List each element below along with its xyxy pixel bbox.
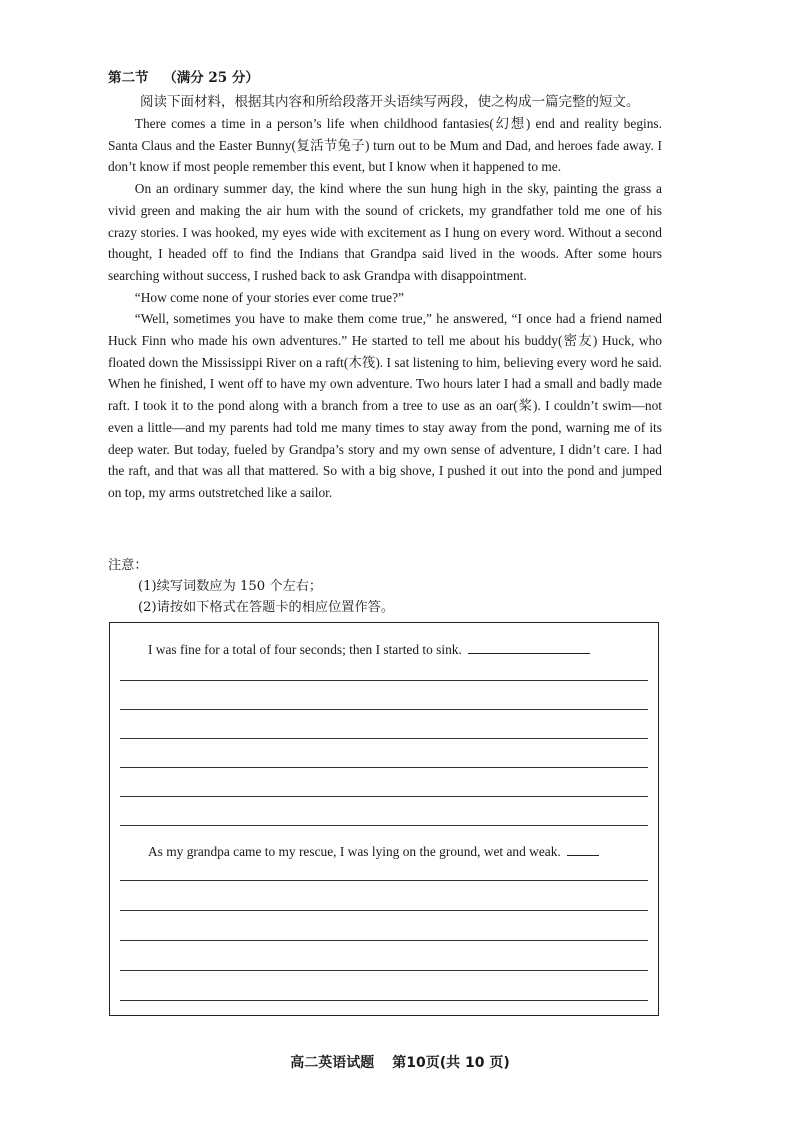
notes-label: 注意： bbox=[108, 558, 148, 573]
passage-paragraph: There comes a time in a person’s life when childhood fantasies(幻想) end and reality begins. Santa Claus and the Easter Bunny(复活节兔子) turn out to be Mum and Dad, and heroes fade away. I don’t know if most people remember this event, but I know when it happened to me. bbox=[108, 116, 662, 175]
prompt-second-paragraph bbox=[148, 841, 599, 860]
section-score: （满分 25 分） bbox=[163, 70, 259, 86]
writing-line[interactable] bbox=[120, 709, 648, 710]
writing-line[interactable] bbox=[120, 970, 648, 971]
prompt-text: As my grandpa came to my rescue, I was lying on the ground, wet and weak. bbox=[148, 844, 561, 859]
prompt-first-paragraph bbox=[148, 639, 590, 658]
footer-subject: 高二英语试题 bbox=[290, 1055, 375, 1071]
writing-line[interactable] bbox=[120, 796, 648, 797]
note-item: (2)请按如下格式在答题卡的相应位置作答。 bbox=[138, 600, 395, 615]
writing-line[interactable] bbox=[120, 1000, 648, 1001]
writing-line[interactable] bbox=[120, 940, 648, 941]
prompt-text: I was fine for a total of four seconds; then I started to sink. bbox=[148, 642, 462, 657]
reading-passage bbox=[108, 113, 662, 504]
section-title: 第二节 bbox=[108, 70, 149, 86]
writing-line[interactable] bbox=[120, 738, 648, 739]
writing-blank[interactable] bbox=[468, 639, 590, 654]
passage-paragraph: “How come none of your stories ever come true?” bbox=[134, 289, 404, 305]
writing-line[interactable] bbox=[120, 767, 648, 768]
page-footer bbox=[0, 1052, 800, 1072]
footer-page-number: 第10页(共 10 页) bbox=[392, 1055, 510, 1071]
passage-paragraph: “Well, sometimes you have to make them come true,” he answered, “I once had a friend named Huck Finn who made his own adventures.” He started to tell me about his buddy(密友) Huck, who floated down the Mississippi River on a raft(木筏). I sat listening to him, believing every word he said. When he finished, I went off to have my own adventure. Two hours later I had a small and badly made raft. I took it to the pond along with a branch from a tree to use as an oar(桨). I couldn’t swim—not even a little—and my parents had told me many times to stay away from the pond, warning me of its deep water. But today, fueled by Grandpa’s story and my own sense of adventure, I didn’t care. I had the raft, and that was all that mattered. So with a big shove, I pushed it out into the pond and jumped on top, my arms outstretched like a sailor. bbox=[108, 311, 662, 500]
instruction-text: 阅读下面材料，根据其内容和所给段落开头语续写两段，使之构成一篇完整的短文。 bbox=[140, 94, 640, 110]
notes-section bbox=[108, 555, 668, 618]
writing-line[interactable] bbox=[120, 910, 648, 911]
answer-box bbox=[109, 622, 659, 1016]
passage-paragraph: On an ordinary summer day, the kind where the sun hung high in the sky, painting the grass a vivid green and making the air hum with the sound of crickets, my grandfather told me one of his crazy stories. I was hooked, my eyes wide with excitement as I hung on every word. Without a second thought, I headed off to find the Indians that Grandpa said lived in the woods. After some hours searching without success, I rushed back to ask Grandpa with disappointment. bbox=[108, 181, 662, 283]
writing-line[interactable] bbox=[120, 680, 648, 681]
note-item: (1)续写词数应为 150 个左右； bbox=[138, 579, 323, 594]
writing-blank[interactable] bbox=[567, 841, 599, 856]
section-heading bbox=[108, 68, 259, 88]
writing-line[interactable] bbox=[120, 825, 648, 826]
writing-line[interactable] bbox=[120, 880, 648, 881]
